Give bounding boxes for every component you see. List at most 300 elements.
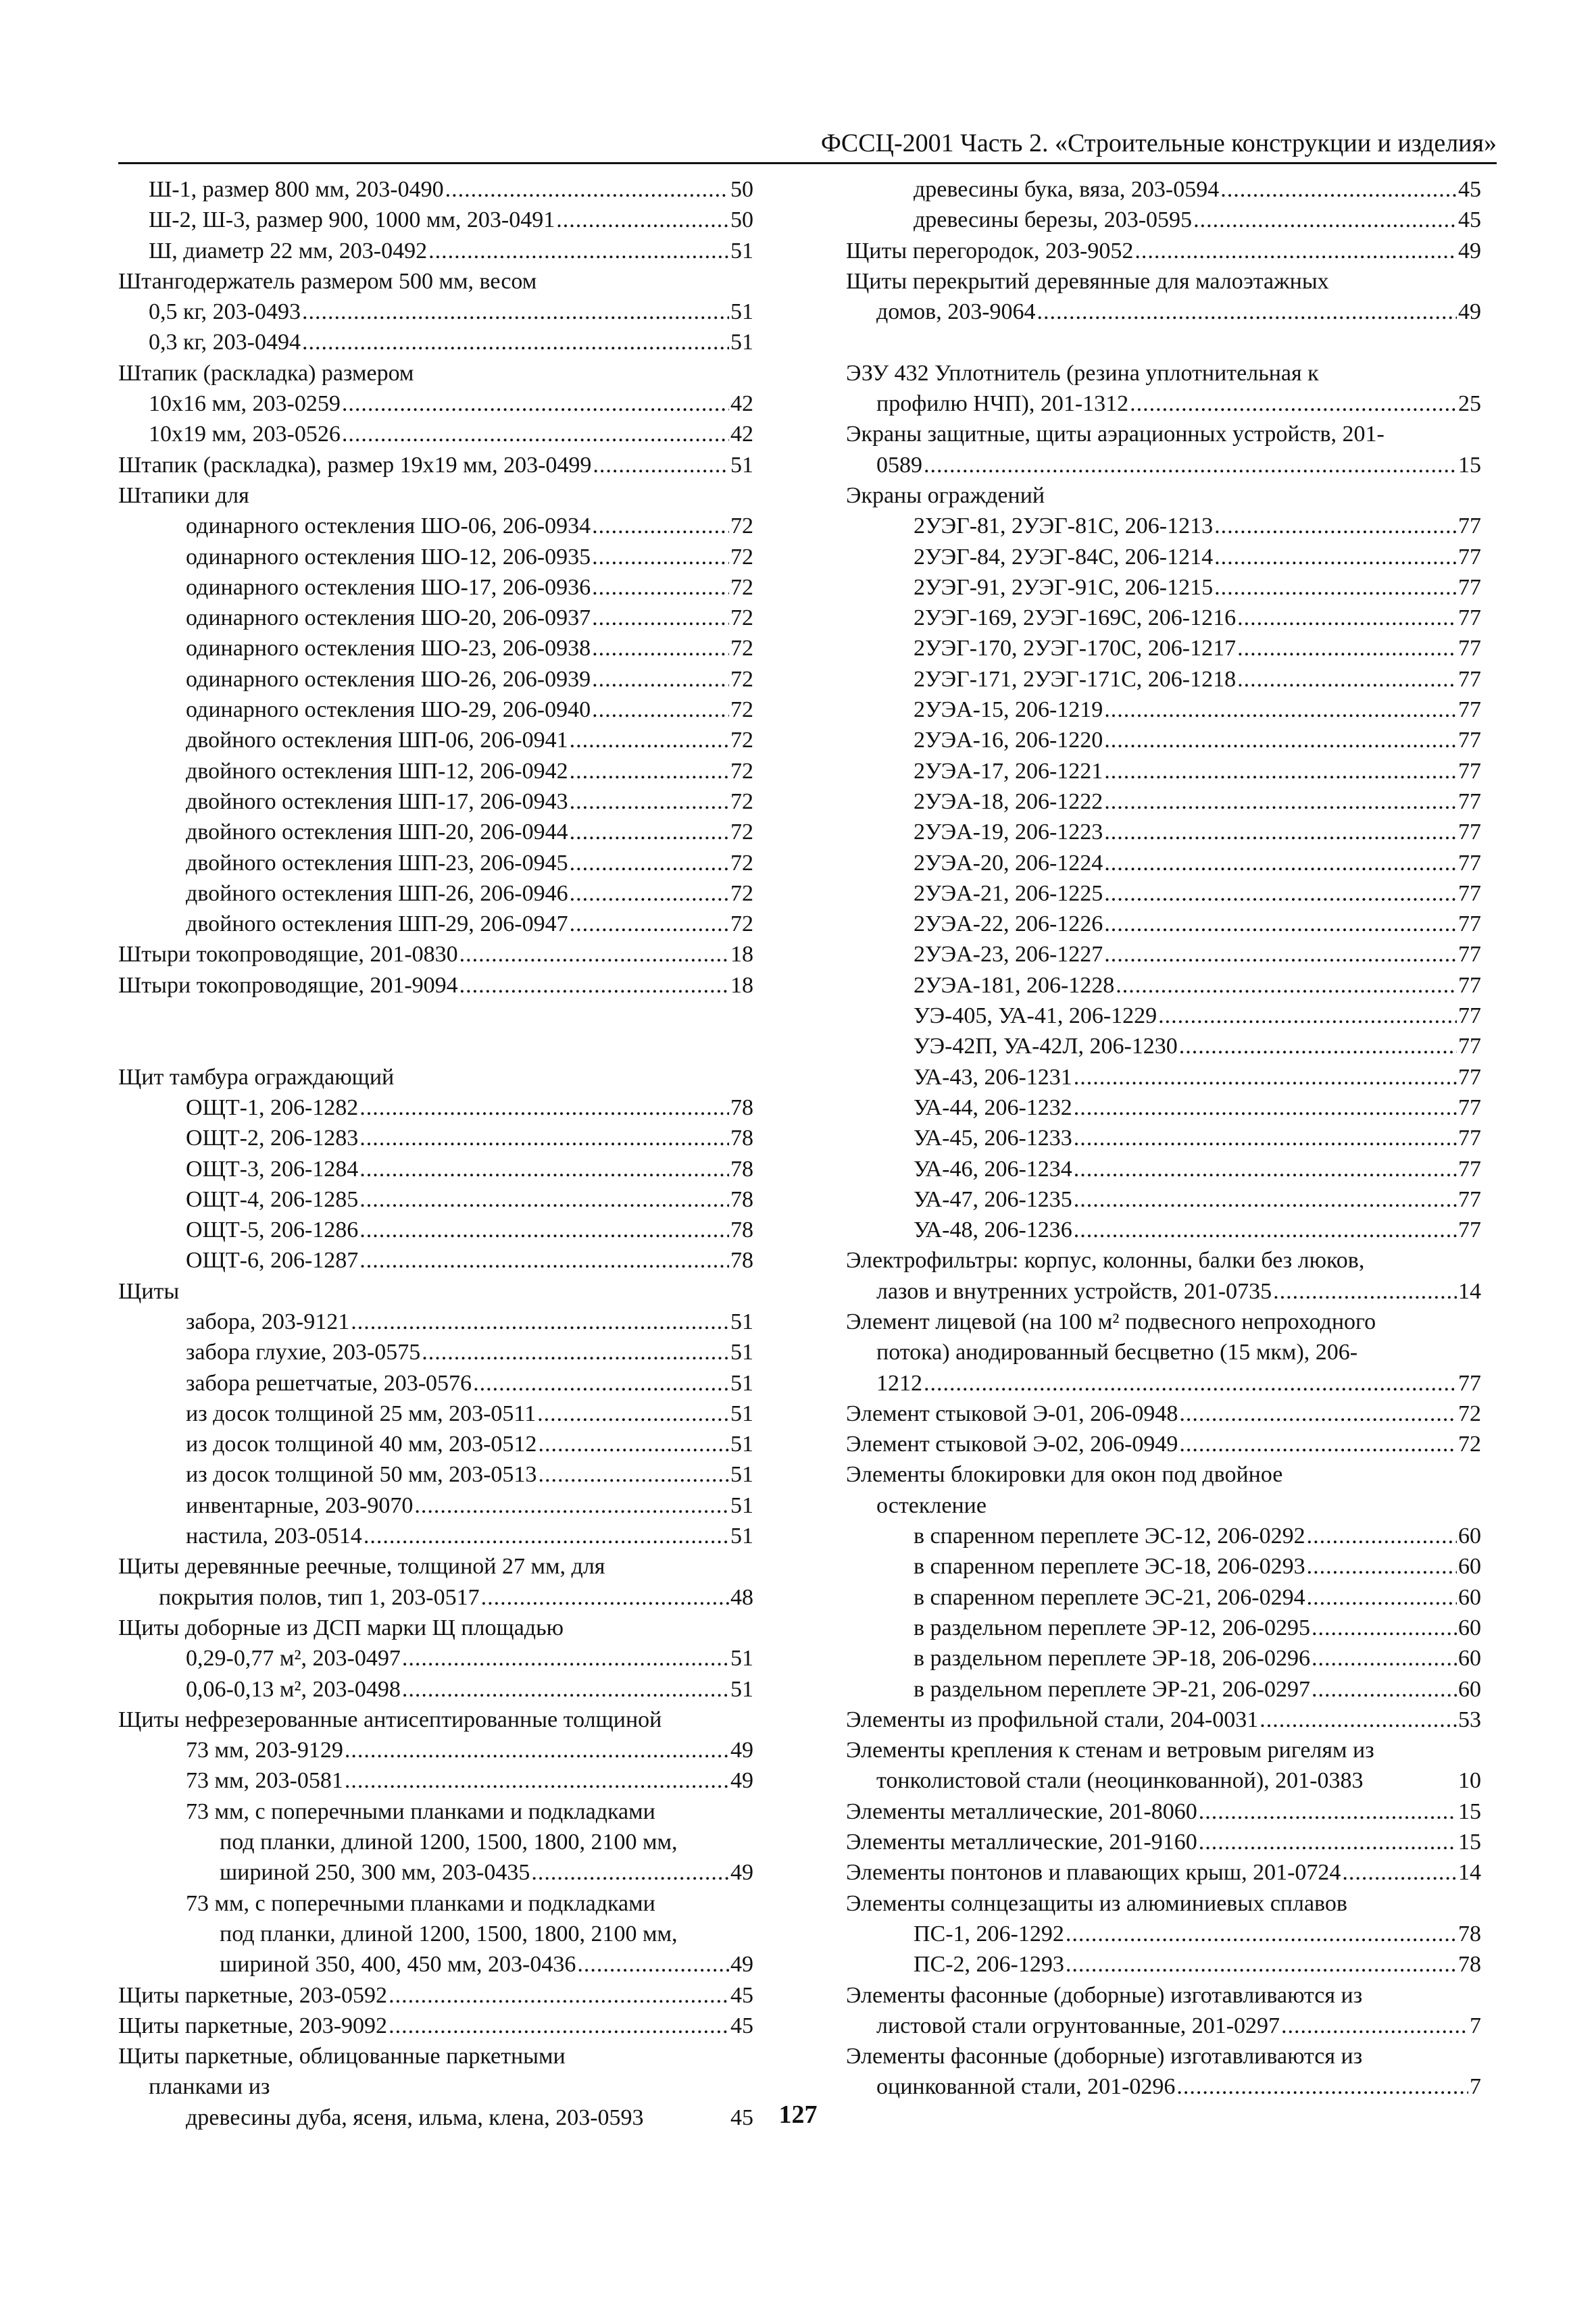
- entry-page: 72: [730, 666, 753, 692]
- entry-page: 51: [730, 1432, 753, 1457]
- index-heading: Щиты деревянные реечные, толщиной 27 мм, для: [118, 1554, 605, 1580]
- entry-page: 51: [730, 238, 753, 263]
- index-heading: под планки, длиной 1200, 1500, 1800, 2100 мм,: [220, 1921, 678, 1946]
- index-entry: [118, 1399, 753, 1429]
- index-entry: [846, 205, 1481, 235]
- entry-text: в раздельном переплете ЭР-12, 206-0295: [914, 1615, 1310, 1640]
- entry-page: 77: [1458, 1034, 1481, 1059]
- entry-text: Щиты перегородок, 203-9052: [846, 238, 1134, 263]
- index-entry: [846, 2071, 1481, 2102]
- entry-page: 77: [1458, 788, 1481, 814]
- index-entry: [846, 1001, 1481, 1031]
- entry-page: 60: [1458, 1584, 1481, 1610]
- index-entry: [846, 1551, 1481, 1582]
- entry-page: 53: [1458, 1707, 1481, 1732]
- entry-page: 51: [730, 299, 753, 325]
- entry-page: 18: [730, 972, 753, 998]
- entry-text: в спаренном переплете ЭС-21, 206-0294: [914, 1584, 1305, 1610]
- index-heading: Щиты доборные из ДСП марки Щ площадью: [118, 1615, 564, 1640]
- spacer: [118, 1031, 753, 1061]
- entry-page: 51: [730, 1309, 753, 1334]
- index-entry: [118, 1980, 753, 2011]
- entry-page: 51: [730, 1370, 753, 1396]
- index-heading: Штангодержатель размером 500 мм, весом: [118, 268, 537, 294]
- index-heading: Элементы солнцезащиты из алюминиевых сплавов: [846, 1890, 1347, 1916]
- index-entry: [846, 786, 1481, 817]
- entry-page: 15: [1458, 1799, 1481, 1824]
- entry-page: 15: [1458, 452, 1481, 478]
- entry-text: ОЩТ-6, 206-1287: [186, 1248, 359, 1274]
- index-entry: [846, 1643, 1481, 1674]
- entry-page: 10: [1458, 1768, 1481, 1794]
- index-entry: [118, 1521, 753, 1551]
- spacer: [118, 1001, 753, 1031]
- entry-page: 77: [1458, 1064, 1481, 1090]
- entry-page: 14: [1458, 1278, 1481, 1304]
- index-heading: Щиты перекрытий деревянные для малоэтажных: [846, 268, 1329, 294]
- entry-text: двойного остекления ШП-29, 206-0947: [186, 911, 568, 937]
- index-entry: [846, 1949, 1481, 1980]
- entry-text: 2УЭА-16, 206-1220: [914, 728, 1103, 753]
- index-heading: потока) анодированный бесцветно (15 мкм), 206-: [876, 1340, 1358, 1365]
- entry-text: 2УЭА-22, 206-1226: [914, 911, 1103, 937]
- index-entry: [118, 633, 753, 663]
- entry-text: Ш, диаметр 22 мм, 203-0492: [149, 238, 428, 263]
- index-heading: под планки, длиной 1200, 1500, 1800, 2100 мм,: [220, 1830, 678, 1855]
- index-column-left: [118, 174, 753, 2133]
- index-entry: [846, 1796, 1481, 1827]
- index-entry: [118, 1154, 753, 1184]
- entry-page: 60: [1458, 1646, 1481, 1671]
- index-entry: [118, 1307, 753, 1337]
- entry-text: 2УЭА-20, 206-1224: [914, 850, 1103, 876]
- index-entry: [846, 1674, 1481, 1705]
- entry-text: Элемент стыковой Э-01, 206-0948: [846, 1401, 1178, 1426]
- index-heading: Щиты: [118, 1278, 180, 1304]
- entry-text: УА-45, 206-1233: [914, 1126, 1072, 1151]
- index-entry: [846, 1031, 1481, 1061]
- entry-page: 72: [730, 850, 753, 876]
- entry-text: двойного остекления ШП-26, 206-0946: [186, 880, 568, 906]
- entry-text: Штыри токопроводящие, 201-0830: [118, 942, 458, 967]
- entry-page: 45: [730, 2105, 753, 2130]
- entry-text: лазов и внутренних устройств, 201-0735: [876, 1278, 1272, 1304]
- index-entry: [846, 1062, 1481, 1092]
- index-entry: [846, 633, 1481, 663]
- index-entry: [846, 1154, 1481, 1184]
- entry-page: 77: [1458, 1095, 1481, 1120]
- entry-page: 51: [730, 1524, 753, 1549]
- entry-text: забора решетчатые, 203-0576: [186, 1370, 472, 1396]
- index-entry: [118, 603, 753, 633]
- entry-text: тонколистовой стали (неоцинкованной), 201-0383: [876, 1768, 1364, 1794]
- entry-text: 2УЭГ-84, 2УЭГ-84С, 206-1214: [914, 544, 1214, 570]
- entry-text: 0589: [876, 452, 922, 478]
- entry-text: настила, 203-0514: [186, 1524, 362, 1549]
- index-entry: [846, 174, 1481, 205]
- index-entry: [118, 909, 753, 939]
- entry-page: 72: [730, 820, 753, 845]
- index-entry: [118, 878, 753, 909]
- entry-page: 72: [730, 728, 753, 753]
- index-entry: [846, 1429, 1481, 1459]
- index-entry: [846, 388, 1481, 419]
- entry-text: забора, 203-9121: [186, 1309, 350, 1334]
- index-heading: Щиты паркетные, облицованные паркетными: [118, 2044, 566, 2069]
- index-heading: Экраны ограждений: [846, 482, 1045, 508]
- entry-page: 77: [1458, 942, 1481, 967]
- entry-text: 0,5 кг, 203-0493: [149, 299, 301, 325]
- index-heading: Штапики для: [118, 482, 249, 508]
- entry-page: 77: [1458, 1186, 1481, 1212]
- entry-text: шириной 250, 300 мм, 203-0435: [220, 1860, 530, 1886]
- entry-page: 25: [1458, 391, 1481, 417]
- entry-text: ОЩТ-3, 206-1284: [186, 1156, 359, 1182]
- entry-page: 77: [1458, 1156, 1481, 1182]
- entry-page: 72: [730, 788, 753, 814]
- index-heading: 73 мм, с поперечными планками и подкладками: [186, 1799, 655, 1824]
- entry-page: 77: [1458, 911, 1481, 937]
- index-entry: [846, 878, 1481, 909]
- entry-text: Элементы из профильной стали, 204-0031: [846, 1707, 1259, 1732]
- entry-page: 78: [730, 1126, 753, 1151]
- index-entry: [118, 1857, 753, 1888]
- entry-page: 42: [730, 391, 753, 417]
- index-heading: Элементы фасонные (доборные) изготавливаются из: [846, 1982, 1363, 2008]
- entry-text: Штапик (раскладка), размер 19х19 мм, 203-0499: [118, 452, 592, 478]
- index-entry: [846, 1399, 1481, 1429]
- entry-page: 77: [1458, 1003, 1481, 1029]
- index-entry: [846, 1827, 1481, 1857]
- entry-page: 72: [730, 636, 753, 661]
- index-entry: [846, 909, 1481, 939]
- entry-text: УА-46, 206-1234: [914, 1156, 1072, 1182]
- entry-text: Щиты паркетные, 203-0592: [118, 1982, 388, 2008]
- entry-page: 50: [730, 177, 753, 202]
- index-heading: Штапик (раскладка) размером: [118, 360, 414, 386]
- entry-text: в раздельном переплете ЭР-21, 206-0297: [914, 1676, 1310, 1702]
- index-heading: планками из: [149, 2074, 270, 2100]
- entry-text: УЭ-42П, УА-42Л, 206-1230: [914, 1034, 1178, 1059]
- entry-text: одинарного остекления ШО-06, 206-0934: [186, 513, 591, 539]
- entry-page: 45: [730, 2013, 753, 2038]
- entry-text: 1212: [876, 1370, 922, 1396]
- entry-text: Штыри токопроводящие, 201-9094: [118, 972, 458, 998]
- index-heading: Элементы блокировки для окон под двойное: [846, 1462, 1283, 1488]
- entry-page: 77: [1458, 666, 1481, 692]
- entry-text: двойного остекления ШП-06, 206-0941: [186, 728, 568, 753]
- entry-page: 51: [730, 1646, 753, 1671]
- entry-page: 78: [730, 1186, 753, 1212]
- index-heading: Экраны защитные, щиты аэрационных устройств, 201-: [846, 422, 1385, 447]
- entry-page: 50: [730, 207, 753, 233]
- entry-page: 78: [730, 1156, 753, 1182]
- entry-text: 2УЭГ-171, 2УЭГ-171С, 206-1218: [914, 666, 1237, 692]
- entry-text: одинарного остекления ШО-29, 206-0940: [186, 697, 591, 723]
- entry-page: 77: [1458, 513, 1481, 539]
- entry-text: древесины бука, вяза, 203-0594: [914, 177, 1220, 202]
- entry-text: 2УЭА-23, 206-1227: [914, 942, 1103, 967]
- index-entry: [118, 174, 753, 205]
- entry-text: Щиты паркетные, 203-9092: [118, 2013, 388, 2038]
- index-entry: [846, 572, 1481, 603]
- index-entry: [846, 1368, 1481, 1399]
- index-heading: остекление: [876, 1492, 987, 1518]
- entry-text: листовой стали огрунтованные, 201-0297: [876, 2013, 1280, 2038]
- entry-text: 2УЭА-17, 206-1221: [914, 758, 1103, 784]
- index-entry: [118, 1643, 753, 1674]
- index-entry: [118, 297, 753, 327]
- entry-page: 77: [1458, 728, 1481, 753]
- entry-text: Ш-2, Ш-3, размер 900, 1000 мм, 203-0491: [149, 207, 555, 233]
- entry-text: древесины дуба, ясеня, ильма, клена, 203-0593: [186, 2105, 644, 2130]
- entry-page: 72: [1458, 1432, 1481, 1457]
- entry-page: 18: [730, 942, 753, 967]
- index-entry: [846, 1184, 1481, 1215]
- entry-page: 72: [730, 758, 753, 784]
- entry-text: двойного остекления ШП-12, 206-0942: [186, 758, 568, 784]
- entry-text: УА-48, 206-1236: [914, 1217, 1072, 1243]
- entry-page: 78: [730, 1095, 753, 1120]
- index-entry: [846, 939, 1481, 970]
- index-entry: [846, 297, 1481, 327]
- index-heading: Элементы фасонные (доборные) изготавливаются из: [846, 2044, 1363, 2069]
- entry-page: 49: [730, 1768, 753, 1794]
- entry-text: 73 мм, 203-0581: [186, 1768, 343, 1794]
- index-entry: [846, 817, 1481, 847]
- entry-text: 0,3 кг, 203-0494: [149, 330, 301, 355]
- entry-page: 77: [1458, 574, 1481, 600]
- index-entry: [118, 939, 753, 970]
- entry-page: 72: [730, 574, 753, 600]
- entry-text: УА-44, 206-1232: [914, 1095, 1072, 1120]
- index-column-right: [846, 174, 1481, 2103]
- index-entry: [846, 1092, 1481, 1123]
- entry-text: 0,29-0,77 м², 203-0497: [186, 1646, 401, 1671]
- index-entry: [118, 450, 753, 480]
- entry-text: 2УЭА-18, 206-1222: [914, 788, 1103, 814]
- entry-text: 2УЭА-181, 206-1228: [914, 972, 1115, 998]
- index-entry: [118, 1949, 753, 1980]
- entry-text: 2УЭА-19, 206-1223: [914, 820, 1103, 845]
- entry-page: 72: [1458, 1401, 1481, 1426]
- entry-text: покрытия полов, тип 1, 203-0517: [159, 1584, 480, 1610]
- entry-page: 72: [730, 513, 753, 539]
- entry-page: 72: [730, 911, 753, 937]
- entry-text: одинарного остекления ШО-23, 206-0938: [186, 636, 591, 661]
- entry-page: 51: [730, 452, 753, 478]
- entry-page: 77: [1458, 820, 1481, 845]
- index-entry: [118, 1245, 753, 1276]
- entry-text: 2УЭГ-81, 2УЭГ-81С, 206-1213: [914, 513, 1214, 539]
- index-entry: [846, 542, 1481, 572]
- entry-page: 77: [1458, 1217, 1481, 1243]
- entry-page: 77: [1458, 1126, 1481, 1151]
- entry-page: 51: [730, 330, 753, 355]
- entry-page: 45: [730, 1982, 753, 2008]
- entry-page: 77: [1458, 850, 1481, 876]
- index-entry: [118, 756, 753, 786]
- running-header: ФССЦ-2001 Часть 2. «Строительные конструкции и изделия»: [820, 129, 1497, 157]
- index-entry: [846, 1582, 1481, 1613]
- index-entry: [846, 848, 1481, 878]
- entry-page: 51: [730, 1462, 753, 1488]
- index-entry: [846, 511, 1481, 541]
- index-entry: [118, 2011, 753, 2041]
- index-entry: [118, 1215, 753, 1245]
- entry-text: из досок толщиной 50 мм, 203-0513: [186, 1462, 537, 1488]
- entry-text: в спаренном переплете ЭС-18, 206-0293: [914, 1554, 1305, 1580]
- index-entry: [118, 205, 753, 235]
- index-entry: [118, 1582, 753, 1613]
- entry-text: оцинкованной стали, 201-0296: [876, 2074, 1176, 2100]
- index-entry: [846, 603, 1481, 633]
- entry-text: двойного остекления ШП-23, 206-0945: [186, 850, 568, 876]
- entry-text: одинарного остекления ШО-26, 206-0939: [186, 666, 591, 692]
- entry-page: 51: [730, 1492, 753, 1518]
- entry-text: Элемент стыковой Э-02, 206-0949: [846, 1432, 1178, 1457]
- entry-text: двойного остекления ШП-20, 206-0944: [186, 820, 568, 845]
- index-entry: [118, 1184, 753, 1215]
- index-entry: [846, 970, 1481, 1001]
- index-entry: [118, 1674, 753, 1705]
- index-heading: Щит тамбура ограждающий: [118, 1064, 395, 1090]
- index-entry: [118, 1765, 753, 1796]
- entry-page: 51: [730, 1676, 753, 1702]
- index-entry: [118, 970, 753, 1001]
- index-entry: [118, 817, 753, 847]
- entry-text: 0,06-0,13 м², 203-0498: [186, 1676, 401, 1702]
- index-heading: Щиты нефрезерованные антисептированные толщиной: [118, 1707, 662, 1732]
- entry-page: 45: [1458, 207, 1481, 233]
- entry-page: 49: [730, 1860, 753, 1886]
- page-number: 127: [778, 2101, 818, 2129]
- index-entry: [118, 848, 753, 878]
- entry-text: из досок толщиной 25 мм, 203-0511: [186, 1401, 537, 1426]
- entry-page: 77: [1458, 544, 1481, 570]
- index-entry: [846, 725, 1481, 755]
- entry-text: ПС-2, 206-1293: [914, 1952, 1064, 1978]
- entry-page: 60: [1458, 1676, 1481, 1702]
- index-entry: [118, 1735, 753, 1765]
- index-entry: [846, 664, 1481, 695]
- index-entry: [118, 725, 753, 755]
- index-entry: [846, 1215, 1481, 1245]
- index-entry: [118, 664, 753, 695]
- index-entry: [846, 695, 1481, 725]
- entry-page: 7: [1470, 2013, 1481, 2038]
- index-entry: [846, 1613, 1481, 1643]
- entry-text: Элементы понтонов и плавающих крыш, 201-0724: [846, 1860, 1341, 1886]
- index-entry: [118, 1429, 753, 1459]
- entry-text: из досок толщиной 40 мм, 203-0512: [186, 1432, 537, 1457]
- index-entry: [118, 236, 753, 266]
- index-entry: [118, 1337, 753, 1367]
- entry-text: одинарного остекления ШО-17, 206-0936: [186, 574, 591, 600]
- entry-page: 72: [730, 697, 753, 723]
- entry-text: одинарного остекления ШО-12, 206-0935: [186, 544, 591, 570]
- entry-text: ПС-1, 206-1292: [914, 1921, 1064, 1946]
- entry-text: 2УЭГ-91, 2УЭГ-91С, 206-1215: [914, 574, 1214, 600]
- entry-page: 49: [1458, 299, 1481, 325]
- entry-page: 77: [1458, 880, 1481, 906]
- index-entry: [846, 1276, 1481, 1307]
- entry-page: 15: [1458, 1830, 1481, 1855]
- index-entry: [846, 1521, 1481, 1551]
- index-entry: [846, 1765, 1481, 1796]
- entry-text: 2УЭА-21, 206-1225: [914, 880, 1103, 906]
- entry-page: 78: [1458, 1921, 1481, 1946]
- entry-page: 51: [730, 1340, 753, 1365]
- index-entry: [118, 1092, 753, 1123]
- index-entry: [118, 542, 753, 572]
- entry-page: 78: [1458, 1952, 1481, 1978]
- index-entry: [118, 511, 753, 541]
- entry-text: шириной 350, 400, 450 мм, 203-0436: [220, 1952, 576, 1978]
- entry-text: забора глухие, 203-0575: [186, 1340, 421, 1365]
- entry-page: 60: [1458, 1615, 1481, 1640]
- index-entry: [846, 450, 1481, 480]
- entry-page: 60: [1458, 1554, 1481, 1580]
- index-entry: [846, 1705, 1481, 1735]
- entry-page: 72: [730, 880, 753, 906]
- entry-page: 72: [730, 605, 753, 631]
- header-rule: [118, 162, 1497, 164]
- index-entry: [118, 1123, 753, 1153]
- entry-text: Элементы металлические, 201-8060: [846, 1799, 1197, 1824]
- index-entry: [846, 756, 1481, 786]
- entry-page: 77: [1458, 605, 1481, 631]
- entry-text: ОЩТ-4, 206-1285: [186, 1186, 359, 1212]
- index-entry: [846, 1857, 1481, 1888]
- entry-page: 49: [730, 1738, 753, 1763]
- index-entry: [846, 1919, 1481, 1949]
- index-heading: 73 мм, с поперечными планками и подкладками: [186, 1890, 655, 1916]
- index-entry: [846, 2011, 1481, 2041]
- entry-text: в спаренном переплете ЭС-12, 206-0292: [914, 1524, 1305, 1549]
- entry-text: в раздельном переплете ЭР-18, 206-0296: [914, 1646, 1310, 1671]
- index-entry: [846, 236, 1481, 266]
- index-heading: Электрофильтры: корпус, колонны, балки без люков,: [846, 1248, 1365, 1274]
- index-heading: Элементы крепления к стенам и ветровым ригелям из: [846, 1738, 1374, 1763]
- index-entry: [118, 695, 753, 725]
- entry-page: 49: [1458, 238, 1481, 263]
- entry-text: одинарного остекления ШО-20, 206-0937: [186, 605, 591, 631]
- entry-text: ОЩТ-2, 206-1283: [186, 1126, 359, 1151]
- entry-page: 49: [730, 1952, 753, 1978]
- entry-text: УА-47, 206-1235: [914, 1186, 1072, 1212]
- index-entry: [118, 1459, 753, 1490]
- entry-text: Элементы металлические, 201-9160: [846, 1830, 1197, 1855]
- index-entry: [118, 419, 753, 449]
- index-heading: ЭЗУ 432 Уплотнитель (резина уплотнительная к: [846, 360, 1319, 386]
- entry-text: ОЩТ-5, 206-1286: [186, 1217, 359, 1243]
- entry-text: УА-43, 206-1231: [914, 1064, 1072, 1090]
- entry-text: ОЩТ-1, 206-1282: [186, 1095, 359, 1120]
- index-entry: [118, 1490, 753, 1521]
- entry-page: 72: [730, 544, 753, 570]
- entry-page: 51: [730, 1401, 753, 1426]
- index-entry: [118, 327, 753, 357]
- entry-text: 73 мм, 203-9129: [186, 1738, 343, 1763]
- entry-page: 77: [1458, 972, 1481, 998]
- entry-text: 2УЭГ-169, 2УЭГ-169С, 206-1216: [914, 605, 1237, 631]
- entry-page: 14: [1458, 1860, 1481, 1886]
- index-entry: [846, 1123, 1481, 1153]
- entry-text: 10х19 мм, 203-0526: [149, 422, 341, 447]
- entry-page: 77: [1458, 1370, 1481, 1396]
- entry-text: двойного остекления ШП-17, 206-0943: [186, 788, 568, 814]
